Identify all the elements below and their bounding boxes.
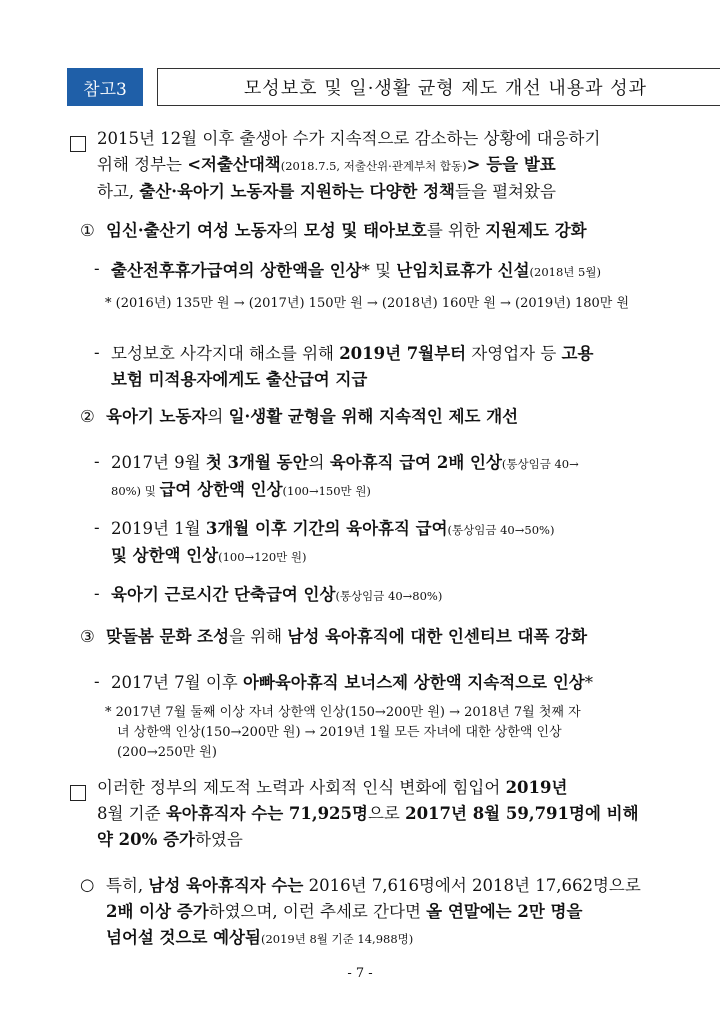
section-2-item-2: 2019년 1월 3개월 이후 기간의 육아휴직 급여(통상임금 40→50%) 및 상한액 인상(100→120만 원)	[111, 519, 555, 565]
section-1-number: ①	[80, 221, 95, 240]
section-2-item-3: 육아기 근로시간 단축급여 인상(통상임금 40→80%)	[111, 585, 443, 604]
intro-line-1: 2015년 12월 이후 출생아 수가 지속적으로 감소하는 상황에 대응하기	[97, 129, 601, 148]
section-1-footnote: * (2016년) 135만 원 → (2017년) 150만 원 → (2018년) 160만 원 → (2019년) 180만 원	[105, 296, 630, 311]
dash-bullet: -	[94, 518, 100, 537]
intro-line-3: 하고, 출산·육아기 노동자를 지원하는 다양한 정책들을 펼쳐왔음	[97, 182, 556, 201]
section-2-heading: 육아기 노동자의 일·생활 균형을 위해 지속적인 제도 개선	[106, 407, 519, 426]
section-3-item-1: 2017년 7월 이후 아빠육아휴직 보너스제 상한액 지속적으로 인상*	[111, 673, 593, 692]
square-bullet-icon	[70, 136, 86, 152]
section-header	[67, 68, 720, 106]
section-2-number: ②	[80, 407, 95, 426]
intro-paragraph	[97, 126, 600, 205]
section-3-heading: 맞돌봄 문화 조성을 위해 남성 육아휴직에 대한 인센티브 대폭 강화	[106, 627, 588, 646]
page-number: - 7 -	[347, 966, 373, 981]
dash-bullet: -	[94, 452, 100, 471]
dash-bullet: -	[94, 672, 100, 691]
page-title: 모성보호 및 일·생활 균형 제도 개선 내용과 성과	[157, 68, 720, 106]
dash-bullet: -	[94, 343, 100, 362]
section-1-item-1: 출산전후휴가급여의 상한액을 인상* 및 난임치료휴가 신설(2018년 5월)	[111, 261, 601, 280]
section-3-number: ③	[80, 627, 95, 646]
section-3-footnote: * 2017년 7월 둘째 이상 자녀 상한액 인상(150→200만 원) → 2018년 7월 첫째 자 녀 상한액 인상(150→200만 원) → 2019년 1월 모든 자녀에 대한 상한액 인상 (200→250만 원)	[105, 705, 581, 760]
intro-line-2: 위해 정부는 <저출산대책(2018.7.5, 저출산위·관계부처 합동)> 등을 발표	[97, 155, 556, 174]
section-2-item-1: 2017년 9월 첫 3개월 동안의 육아휴직 급여 2배 인상(통상임금 40→ 80%) 및 급여 상한액 인상(100→150만 원)	[111, 453, 579, 499]
male-leave-paragraph: 특히, 남성 육아휴직자 수는 2016년 7,616명에서 2018년 17,662명으로 2배 이상 증가하였으며, 이런 추세로 간다면 올 연말에는 2만 명을 넘어설 것으로 예상됨(2019년 8월 기준 14,988명)	[106, 876, 641, 947]
circle-bullet-icon: ○	[80, 875, 95, 894]
section-1-item-2: 모성보호 사각지대 해소를 위해 2019년 7월부터 자영업자 등 고용 보험 미적용자에게도 출산급여 지급	[111, 344, 594, 389]
dash-bullet: -	[94, 584, 100, 603]
square-bullet-icon	[70, 785, 86, 801]
reference-tag: 참고3	[67, 68, 143, 106]
dash-bullet: -	[94, 259, 100, 278]
section-1-heading: 임신·출산기 여성 노동자의 모성 및 태아보호를 위한 지원제도 강화	[106, 221, 587, 240]
result-paragraph: 이러한 정부의 제도적 노력과 사회적 인식 변화에 힘입어 2019년 8월 기준 육아휴직자 수는 71,925명으로 2017년 8월 59,791명에 비해 약 20% 증가하였음	[97, 778, 639, 849]
